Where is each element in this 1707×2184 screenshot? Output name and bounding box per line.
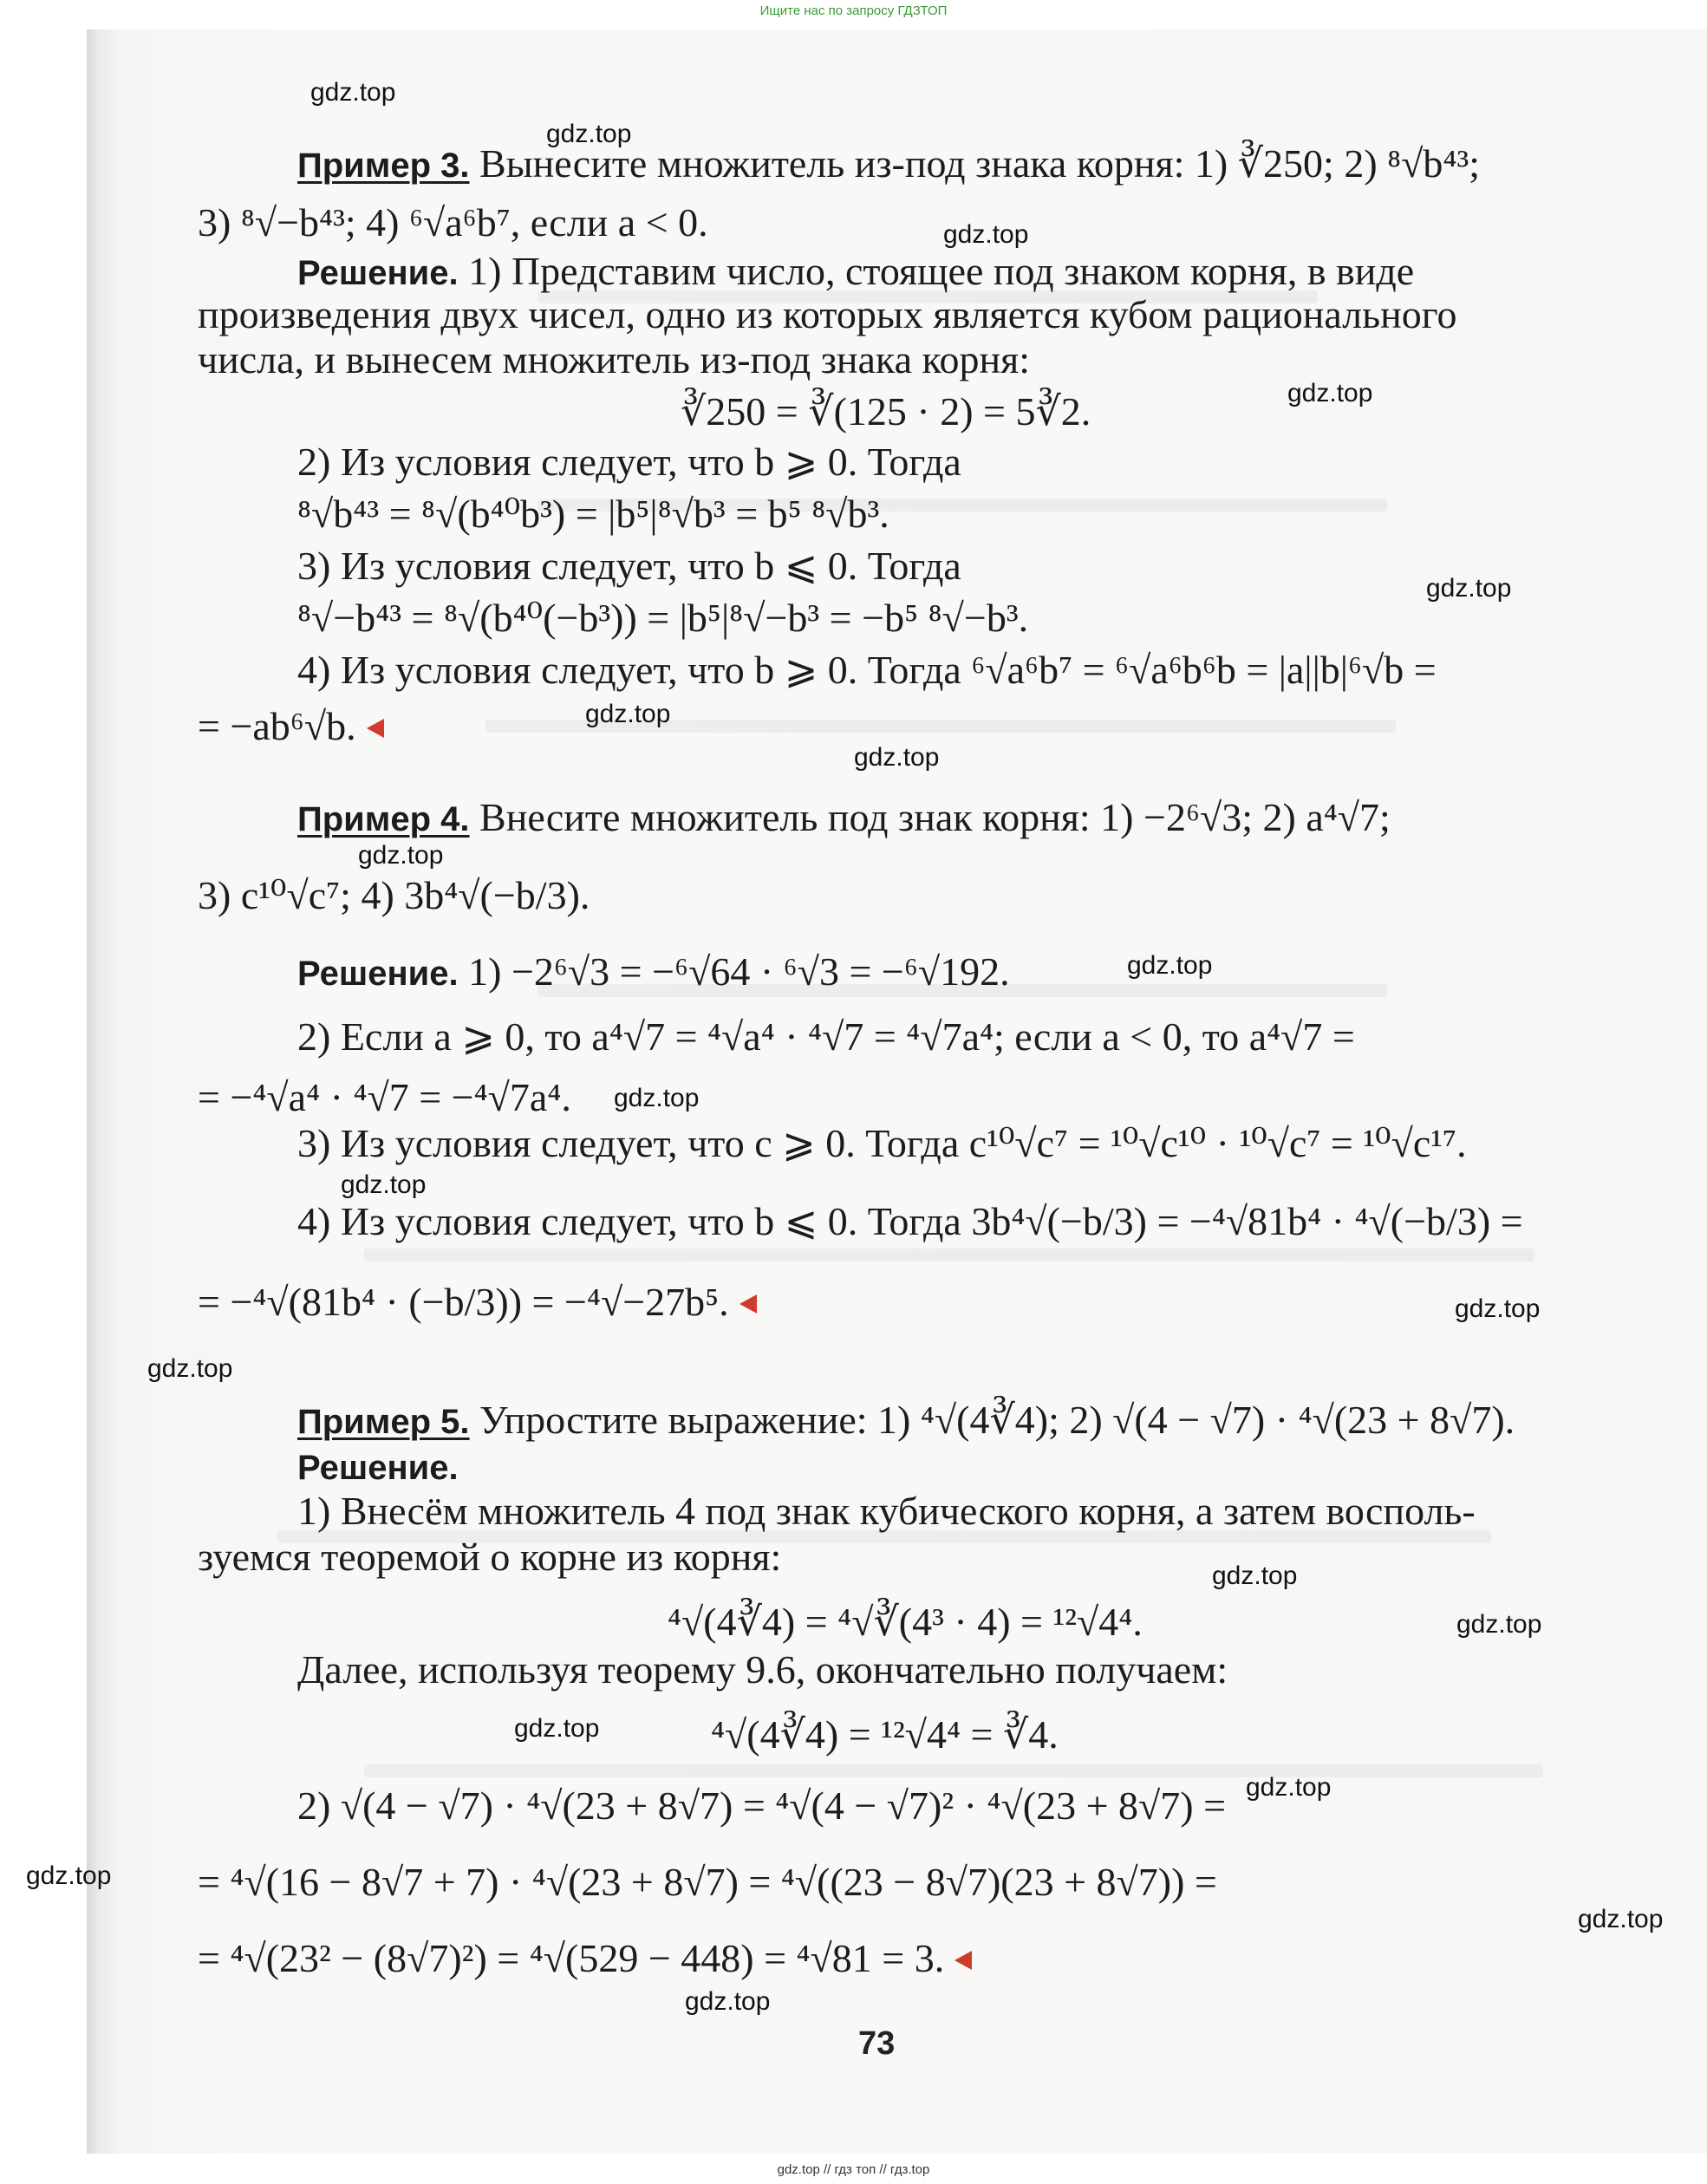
end-of-solution-icon [954, 1951, 972, 1970]
end-of-solution-icon [367, 719, 384, 738]
watermark-text: gdz.top [358, 841, 444, 870]
example4-step-4: 4) Из условия следует, что b ⩽ 0. Тогда 3b⁴√(−b/3) = −⁴√81b⁴ · ⁴√(−b/3) = [297, 1199, 1523, 1243]
watermark-text: gdz.top [1426, 574, 1512, 603]
example5-label: Пример 5. [297, 1403, 470, 1441]
example5-step-2-cont: = ⁴√(16 − 8√7 + 7) · ⁴√(23 + 8√7) = ⁴√((23 − 8√7)(23 + 8√7)) = [198, 1860, 1217, 1904]
example3-formula-2: ⁸√b⁴³ = ⁸√(b⁴⁰b³) = |b⁵|⁸√b³ = b⁵ ⁸√b³. [297, 492, 889, 536]
example3-step-4: 4) Из условия следует, что b ⩾ 0. Тогда ⁶√a⁶b⁷ = ⁶√a⁶b⁶b = |a||b|⁶√b = [297, 648, 1437, 692]
example3-task-cont: 3) ⁸√−b⁴³; 4) ⁶√a⁶b⁷, если a < 0. [198, 200, 708, 244]
example4-step-2: 2) Если a ⩾ 0, то a⁴√7 = ⁴√a⁴ · ⁴√7 = ⁴√7a⁴; если a < 0, то a⁴√7 = [297, 1014, 1355, 1059]
watermark-text: gdz.top [1287, 379, 1373, 407]
bleed-through [364, 1764, 1543, 1777]
example4-solution-label: Решение. [297, 955, 459, 993]
example5-formula-1: ⁴√(4∛4) = ⁴√∛(4³ · 4) = ¹²√4⁴. [668, 1600, 1143, 1644]
page-number: 73 [858, 2025, 896, 2062]
top-banner: Ищите нас по запросу ГДЗТОП [759, 3, 948, 18]
example3-formula-3: ⁸√−b⁴³ = ⁸√(b⁴⁰(−b³)) = |b⁵|⁸√−b³ = −b⁵ ⁸√−b³. [297, 596, 1029, 640]
example5-end: = ⁴√(23² − (8√7)²) = ⁴√(529 − 448) = ⁴√81 = 3. [198, 1936, 972, 1982]
example3-text-line: числа, и вынесем множитель из-под знака корня: [198, 337, 1031, 381]
example5-task: Пример 5. Упростите выражение: 1) ⁴√(4∛4); 2) √(4 − √7) · ⁴√(23 + 8√7). [297, 1398, 1515, 1442]
example4-solution-line: Решение. 1) −2⁶√3 = −⁶√64 · ⁶√3 = −⁶√192. [297, 949, 1010, 994]
watermark-text: gdz.top [1578, 1905, 1664, 1933]
example3-task: Пример 3. Вынесите множитель из-под знака корня: 1) ∛250; 2) ⁸√b⁴³; [297, 141, 1481, 186]
watermark-text: gdz.top [943, 220, 1029, 249]
end-of-solution-icon [739, 1294, 757, 1314]
example5-formula-2: ⁴√(4∛4) = ¹²√4⁴ = ∛4. [711, 1712, 1059, 1757]
example3-step-2: 2) Из условия следует, что b ⩾ 0. Тогда [297, 440, 961, 484]
example5-text-line: Далее, используя теорему 9.6, окончательно получаем: [297, 1647, 1228, 1692]
example3-label: Пример 3. [297, 147, 470, 185]
watermark-text: gdz.top [514, 1714, 600, 1743]
watermark-text: gdz.top [1127, 951, 1213, 980]
example5-text-line: 1) Внесём множитель 4 под знак кубического корня, а затем восполь- [297, 1489, 1476, 1533]
bleed-through [364, 1248, 1534, 1262]
watermark-text: gdz.top [1456, 1610, 1542, 1639]
watermark-text: gdz.top [614, 1084, 700, 1112]
watermark-text: gdz.top [1246, 1773, 1332, 1802]
example4-step-3: 3) Из условия следует, что c ⩾ 0. Тогда c¹⁰√c⁷ = ¹⁰√c¹⁰ · ¹⁰√c⁷ = ¹⁰√c¹⁷. [297, 1121, 1467, 1165]
watermark-text: gdz.top [147, 1354, 233, 1383]
watermark-text: gdz.top [1212, 1561, 1298, 1590]
example3-solution-line: Решение. 1) Представим число, стоящее под знаком корня, в виде [297, 249, 1415, 293]
example5-step-2: 2) √(4 − √7) · ⁴√(23 + 8√7) = ⁴√(4 − √7)² · ⁴√(23 + 8√7) = [297, 1783, 1227, 1828]
watermark-text: gdz.top [685, 1987, 771, 2016]
example3-end: = −ab⁶√b. [198, 704, 384, 750]
watermark-text: gdz.top [26, 1861, 112, 1890]
example3-step-3: 3) Из условия следует, что b ⩽ 0. Тогда [297, 544, 961, 588]
example4-task-cont: 3) c¹⁰√c⁷; 4) 3b⁴√(−b/3). [198, 873, 590, 917]
example4-label: Пример 4. [297, 800, 470, 838]
example4-task: Пример 4. Внесите множитель под знак корня: 1) −2⁶√3; 2) a⁴√7; [297, 795, 1391, 839]
example5-text-line: зуемся теоремой о корне из корня: [198, 1535, 782, 1579]
example3-formula-1: ∛250 = ∛(125 · 2) = 5∛2. [681, 389, 1091, 434]
example4-end: = −⁴√(81b⁴ · (−b/3)) = −⁴√−27b⁵. [198, 1280, 757, 1326]
watermark-text: gdz.top [546, 120, 632, 148]
watermark-text: gdz.top [341, 1170, 427, 1199]
example5-solution-label: Решение. [297, 1449, 459, 1487]
watermark-text: gdz.top [1455, 1294, 1541, 1323]
example4-step-2-cont: = −⁴√a⁴ · ⁴√7 = −⁴√7a⁴. [198, 1075, 571, 1119]
watermark-text: gdz.top [310, 78, 396, 107]
watermark-text: gdz.top [585, 700, 671, 728]
example3-solution-label: Решение. [297, 254, 459, 292]
watermark-text: gdz.top [854, 743, 940, 772]
example5-solution-line [297, 1444, 459, 1490]
example3-text-line: произведения двух чисел, одно из которых является кубом рационального [198, 292, 1457, 336]
bottom-banner: gdz.top // гдз топ // гдз.top [777, 2162, 930, 2177]
